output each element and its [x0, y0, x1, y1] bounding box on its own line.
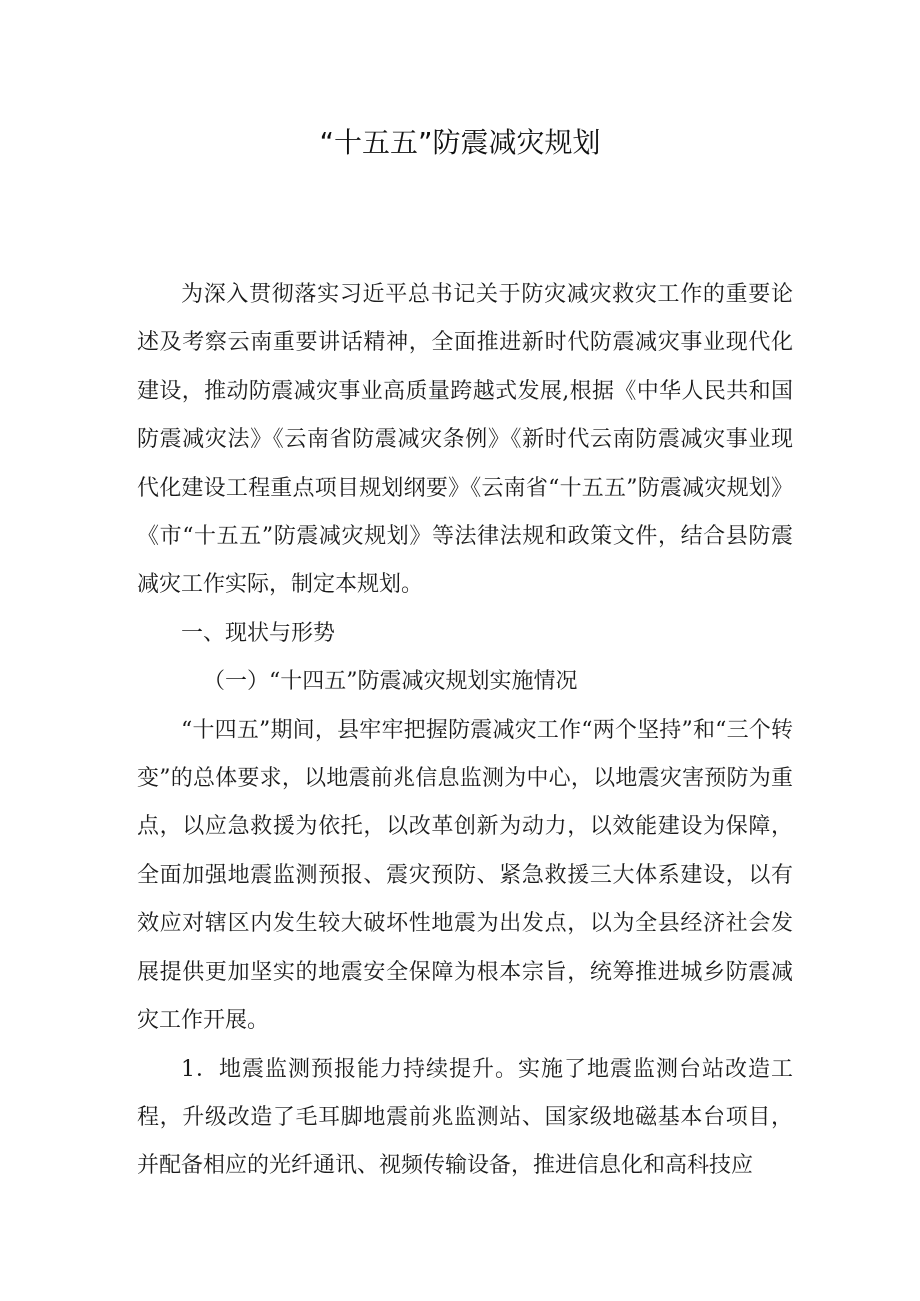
subsection-heading: （一）“十四五”防震减灾规划实施情况: [203, 669, 578, 695]
intro-paragraph: 为深入贯彻落实习近平总书记关于防灾减灾救灾工作的重要论述及考察云南重要讲话精神，全面推进新时代防震减灾事业现代化建设，推动防震减灾事业高质量跨越式发展,根据《中华人民共和国防震减灾法》《云南省防震减灾条例》《新时代云南防震减灾事业现代化建设工程重点项目规划纲要》《云南省“十五五”防震减灾规划》《市“十五五”防震减灾规划》等法律法规和政策文件，结合县防震减灾工作实际，制定本规划。: [137, 282, 793, 598]
subsection-paragraph: “十四五”期间，县牢牢把握防震减灾工作“两个坚持”和“三个转变”的总体要求，以地震前兆信息监测为中心，以地震灾害预防为重点，以应急救援为依托，以改革创新为动力，以效能建设为保障，全面加强地震监测预报、震灾预防、紧急救援三大体系建设，以有效应对辖区内发生较大破坏性地震为出发点，以为全县经济社会发展提供更加坚实的地震安全保障为根本宗旨，统筹推进城乡防震减灾工作开展。: [137, 717, 793, 1034]
item-paragraph: 1．地震监测预报能力持续提升。实施了地震监测台站改造工程，升级改造了毛耳脚地震前兆监测站、国家级地磁基本台项目，并配备相应的光纤通讯、视频传输设备，推进信息化和高科技应: [137, 1056, 793, 1179]
document-title: “十五五”防震减灾规划: [319, 126, 601, 159]
document-body: [137, 271, 793, 1191]
section-heading: 一、现状与形势: [181, 620, 336, 646]
